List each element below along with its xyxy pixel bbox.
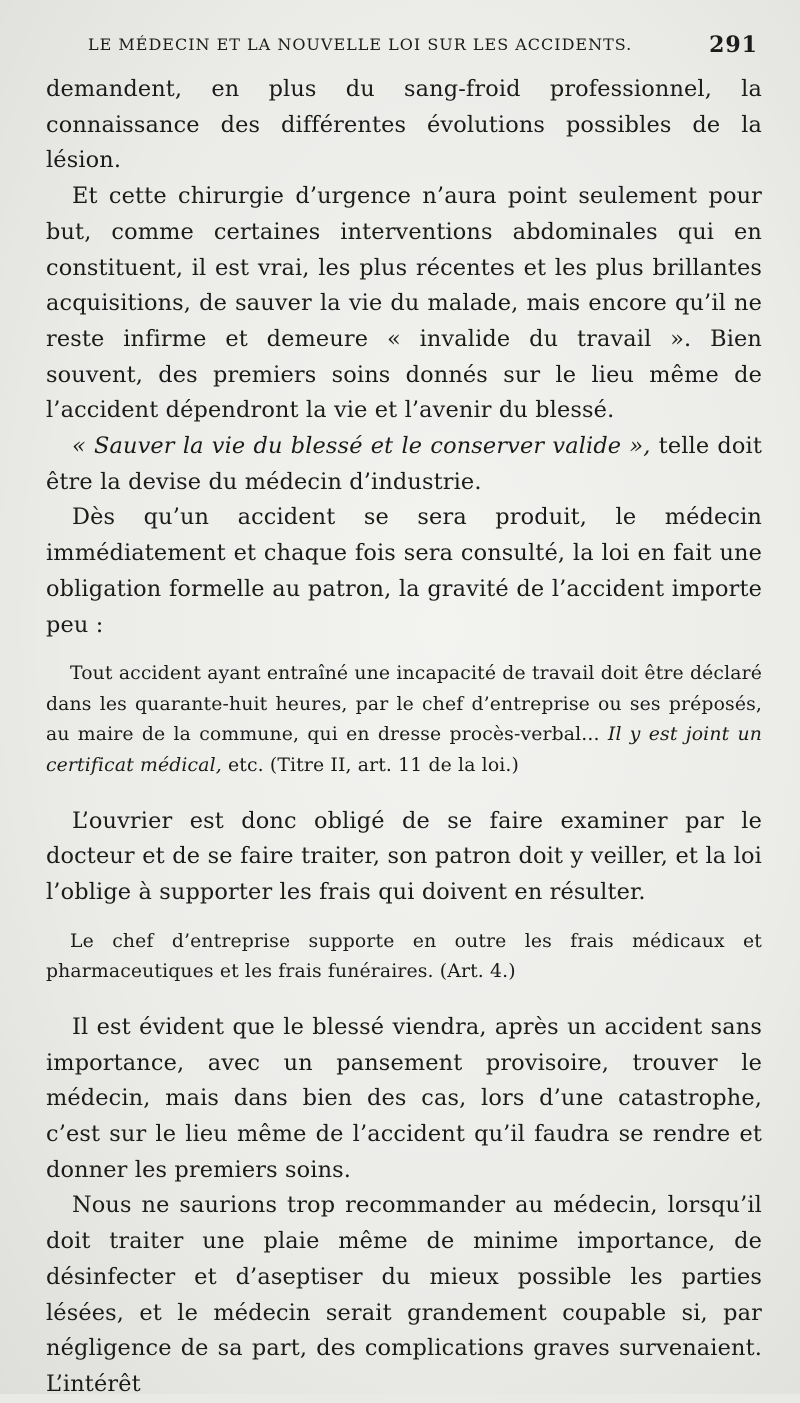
running-title: LE MÉDECIN ET LA NOUVELLE LOI SUR LES ACCIDENTS. [88, 35, 633, 54]
law-quote-italic: Il y est joint un certificat médical, [46, 724, 762, 777]
body-text [46, 72, 762, 1403]
paragraph-first-aid: Il est évident que le blessé viendra, après un accident sans importance, avec un pansement provisoire, trouver le médecin, mais dans bien des cas, lors d’une catastrophe, c’est sur le lieu même de l’accident qu’il faudra se rendre et donner les premiers soins. [46, 1013, 762, 1183]
paragraph-disinfection: Nous ne saurions trop recommander au médecin, lorsqu’il doit traiter une plaie même de minime importance, de désinfecter et d’aseptiser du mieux possible les parties lésées, et le médecin serait grandement coupable si, par négligence de sa part, des complications graves survenaient. L’intérêt [46, 1192, 762, 1397]
paragraph-motto [46, 429, 762, 500]
paragraph-continuation: demandent, en plus du sang-froid professionnel, la connaissance des différentes évolutions possibles de la lésion. [46, 76, 762, 174]
paragraph-worker-obligation: L’ouvrier est donc obligé de se faire examiner par le docteur et de se faire traiter, son patron doit y veiller, et la loi l’oblige à supporter les frais qui doivent en résulter. [46, 807, 762, 906]
page-number: 291 [709, 32, 758, 58]
paragraph-emergency-surgery: Et cette chirurgie d’urgence n’aura point seulement pour but, comme certaines interventions abdominales qui en constituent, il est vrai, les plus récentes et les plus brillantes acquisitions, de sauver la vie du malade, mais encore qu’il ne reste infirme et demeure « invalide du travail ». Bien souvent, des premiers soins donnés sur le lieu même de l’accident dépendront la vie et l’avenir du blessé. [46, 183, 762, 424]
motto-rest: telle doit être la devise du médecin d’industrie. [46, 433, 762, 495]
paragraph-obligation: Dès qu’un accident se sera produit, le médecin immédiatement et chaque fois sera consulté, la loi en fait une obligation formelle au patron, la gravité de l’accident importe peu : [46, 504, 762, 638]
page-header [88, 32, 758, 62]
law-quote-declaration [46, 659, 762, 781]
motto-italic: « Sauver la vie du blessé et le conserver valide », [72, 433, 651, 460]
law-quote-reference: etc. (Titre II, art. 11 de la loi.) [221, 755, 520, 777]
law-quote-text: Tout accident ayant entraîné une incapacité de travail doit être déclaré dans les quarante-huit heures, par le chef d’entreprise ou ses préposés, au maire de la commune, qui en dresse procès-verbal... [46, 663, 762, 746]
law-quote-expenses: Le chef d’entreprise supporte en outre les frais médicaux et pharmaceutiques et les frais funéraires. (Art. 4.) [46, 930, 762, 983]
